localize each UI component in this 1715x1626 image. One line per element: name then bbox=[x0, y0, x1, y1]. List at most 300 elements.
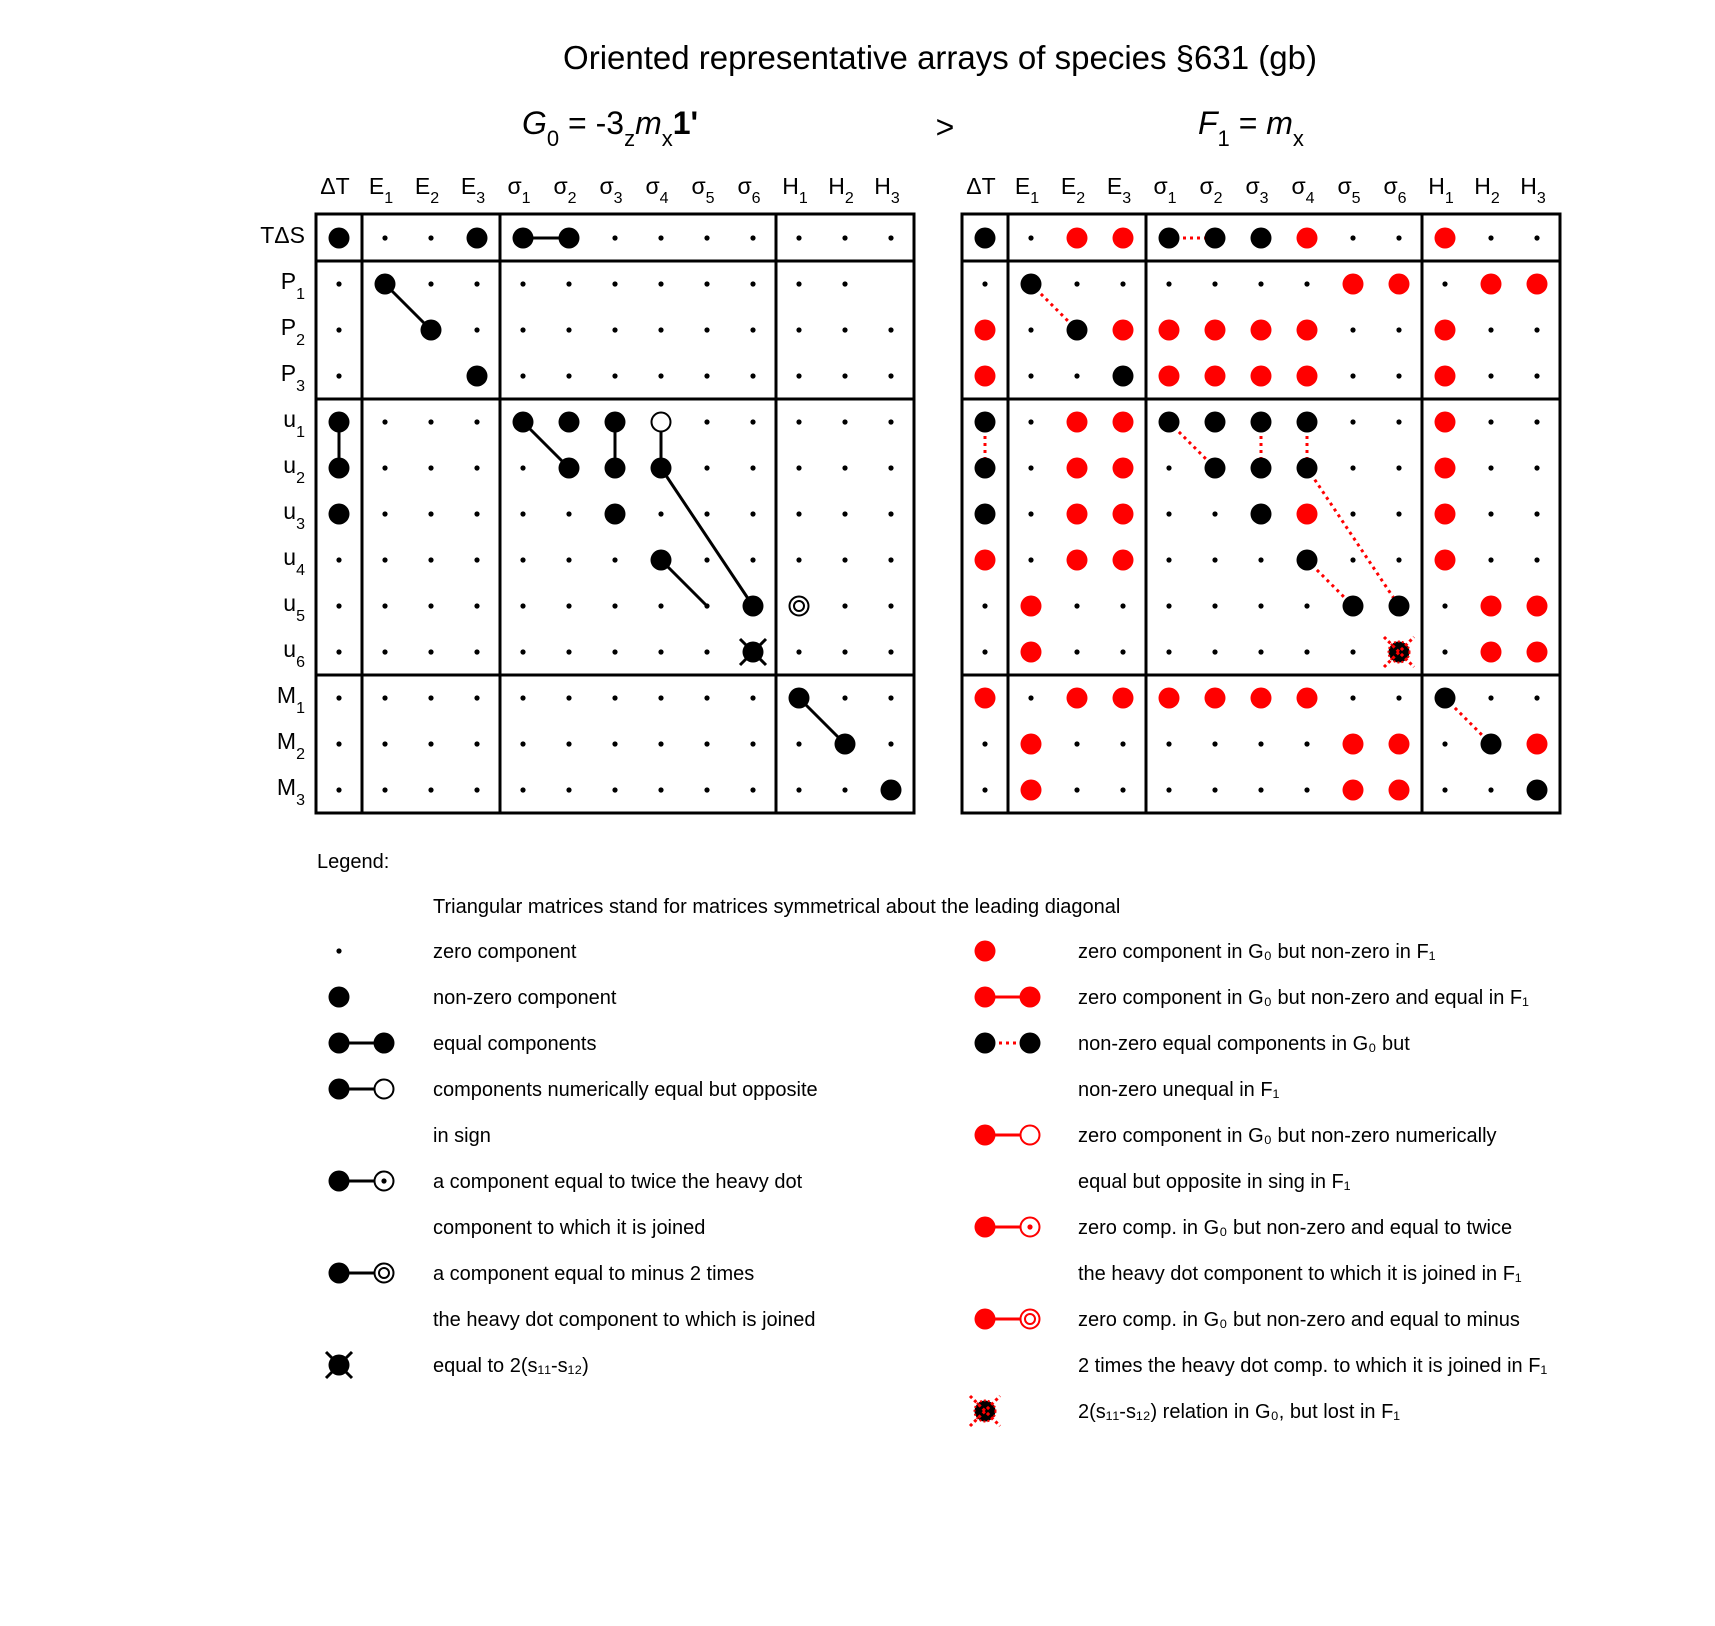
g0-cell-zero bbox=[888, 511, 893, 516]
f1-cell-nonzero bbox=[1205, 458, 1226, 479]
g0-col-header: $H_1$ bbox=[782, 173, 808, 207]
f1-cell-red bbox=[1435, 504, 1456, 525]
f1-cell-zero bbox=[1488, 327, 1493, 332]
f1-cell-zero bbox=[982, 787, 987, 792]
g0-cell-zero bbox=[474, 419, 479, 424]
legend-note: Triangular matrices stand for matrices symmetrical about the leading diagonal bbox=[433, 896, 1121, 918]
g0-cell-zero bbox=[796, 557, 801, 562]
f1-cell-red bbox=[1435, 550, 1456, 571]
g0-cell-zero bbox=[658, 649, 663, 654]
g0-cell-opposite bbox=[652, 413, 671, 432]
g0-cell-zero bbox=[796, 235, 801, 240]
g0-cell-zero bbox=[842, 281, 847, 286]
g0-cell-zero bbox=[888, 327, 893, 332]
f1-col-header: $\sigma_1$ bbox=[1153, 173, 1177, 207]
g0-cell-zero bbox=[842, 695, 847, 700]
g0-cell-nonzero bbox=[513, 412, 534, 433]
legend-symbol-red-minus-two-link bbox=[975, 1309, 1040, 1330]
g0-col-header: $\sigma_6$ bbox=[737, 173, 761, 207]
g0-cell-nonzero bbox=[421, 320, 442, 341]
f1-cell-zero bbox=[1258, 787, 1263, 792]
g0-col-header: $H_3$ bbox=[874, 173, 900, 207]
f1-cell-zero bbox=[1028, 557, 1033, 562]
f1-cell-red bbox=[1113, 320, 1134, 341]
g0-cell-zero bbox=[382, 603, 387, 608]
g0-cell-zero bbox=[888, 235, 893, 240]
g0-cell-zero bbox=[382, 741, 387, 746]
f1-cell-red bbox=[975, 688, 996, 709]
g0-cell-zero bbox=[842, 511, 847, 516]
legend-item-text: 2 times the heavy dot comp. to which it is joined in F₁ bbox=[1078, 1355, 1548, 1377]
g0-cell-zero bbox=[658, 235, 663, 240]
g0-link bbox=[661, 468, 753, 606]
g0-cell-zero bbox=[428, 649, 433, 654]
f1-cell-zero bbox=[1350, 511, 1355, 516]
f1-col-header: $\sigma_5$ bbox=[1337, 173, 1361, 207]
f1-cell-zero bbox=[1396, 557, 1401, 562]
diagram-title: Oriented representative arrays of species §631 (gb) bbox=[563, 39, 1317, 76]
f1-cell-zero bbox=[1396, 327, 1401, 332]
f1-cell-red bbox=[1527, 734, 1548, 755]
g0-cell-zero bbox=[750, 235, 755, 240]
g0-col-header: $\sigma_2$ bbox=[553, 173, 577, 207]
g0-cell-zero bbox=[796, 281, 801, 286]
g0-cell-zero bbox=[658, 695, 663, 700]
g0-cell-zero bbox=[520, 649, 525, 654]
g0-cell-zero bbox=[704, 695, 709, 700]
f1-cell-zero bbox=[1212, 741, 1217, 746]
g0-cell-zero bbox=[336, 603, 341, 608]
f1-cell-zero bbox=[1166, 649, 1171, 654]
legend-symbol-cross-dot bbox=[326, 1352, 352, 1378]
left-matrix-g0 bbox=[260, 173, 914, 813]
f1-cell-red bbox=[1113, 412, 1134, 433]
f1-cell-zero bbox=[1074, 649, 1079, 654]
g0-cell-zero bbox=[888, 649, 893, 654]
f1-cell-red bbox=[1021, 596, 1042, 617]
g0-cell-zero bbox=[474, 327, 479, 332]
legend-item-text: zero comp. in G₀ but non-zero and equal to minus bbox=[1078, 1309, 1520, 1331]
f1-cell-zero bbox=[1534, 373, 1539, 378]
f1-cell-zero bbox=[982, 741, 987, 746]
f1-cell-zero bbox=[1488, 465, 1493, 470]
g0-cell-zero bbox=[336, 557, 341, 562]
g0-cell-zero bbox=[474, 557, 479, 562]
g0-cell-zero bbox=[566, 787, 571, 792]
f1-cell-zero bbox=[1028, 327, 1033, 332]
f1-cell-red bbox=[975, 320, 996, 341]
f1-cell-zero bbox=[1350, 373, 1355, 378]
legend-symbol-twice-link bbox=[329, 1171, 394, 1192]
f1-cell-nonzero bbox=[1159, 412, 1180, 433]
f1-cell-red bbox=[1113, 550, 1134, 571]
f1-cell-zero bbox=[1258, 649, 1263, 654]
f1-cell-zero bbox=[1396, 235, 1401, 240]
f1-cell-red bbox=[1159, 688, 1180, 709]
f1-cell-red bbox=[1205, 366, 1226, 387]
g0-cell-zero bbox=[612, 787, 617, 792]
f1-cell-zero bbox=[1534, 557, 1539, 562]
f1-cell-zero bbox=[1396, 695, 1401, 700]
f1-cell-zero bbox=[1442, 787, 1447, 792]
f1-cell-zero bbox=[1166, 787, 1171, 792]
legend-item-text: the heavy dot component to which it is joined in F₁ bbox=[1078, 1263, 1522, 1285]
g0-cell-zero bbox=[520, 327, 525, 332]
g0-cell-nonzero bbox=[329, 228, 350, 249]
legend-item-text: a component equal to twice the heavy dot bbox=[433, 1171, 803, 1193]
legend-symbol-red-twice-link bbox=[975, 1217, 1040, 1238]
legend-item-text: non-zero component bbox=[433, 987, 617, 1009]
f1-cell-zero bbox=[1488, 695, 1493, 700]
g0-cell-zero bbox=[842, 235, 847, 240]
f1-cell-zero bbox=[1442, 603, 1447, 608]
f1-cell-zero bbox=[1074, 603, 1079, 608]
g0-cell-zero bbox=[612, 649, 617, 654]
group-relation-arrow: > bbox=[935, 109, 955, 145]
g0-cell-zero bbox=[428, 603, 433, 608]
g0-cell-zero bbox=[750, 327, 755, 332]
legend-item-text: components numerically equal but opposite bbox=[433, 1079, 818, 1101]
f1-cell-zero bbox=[1074, 281, 1079, 286]
g0-cell-zero bbox=[382, 557, 387, 562]
g0-cell-zero bbox=[382, 465, 387, 470]
f1-cell-zero bbox=[1166, 741, 1171, 746]
f1-cell-red bbox=[1067, 412, 1088, 433]
row-label: $P_1$ bbox=[280, 268, 305, 303]
g0-cell-zero bbox=[428, 465, 433, 470]
f1-col-header: ΔT bbox=[966, 173, 996, 199]
g0-cell-zero bbox=[842, 787, 847, 792]
g0-cell-zero bbox=[750, 695, 755, 700]
f1-cell-zero bbox=[1488, 235, 1493, 240]
f1-cell-red bbox=[1205, 320, 1226, 341]
f1-cell-nonzero bbox=[1159, 228, 1180, 249]
g0-cell-nonzero bbox=[467, 228, 488, 249]
g0-cell-nonzero bbox=[375, 274, 396, 295]
g0-cell-nonzero bbox=[605, 458, 626, 479]
g0-cell-zero bbox=[704, 373, 709, 378]
legend-item-text: zero comp. in G₀ but non-zero and equal to twice bbox=[1078, 1217, 1513, 1239]
f1-cell-zero bbox=[1534, 327, 1539, 332]
g0-cell-zero bbox=[474, 465, 479, 470]
left-group-label: $G_0 = -3_zm_x1'$ bbox=[522, 105, 699, 151]
f1-cell-zero bbox=[1120, 603, 1125, 608]
legend-item-text: 2(s₁₁-s₁₂) relation in G₀, but lost in F₁ bbox=[1078, 1401, 1401, 1423]
g0-cell-minus-two bbox=[790, 597, 809, 616]
f1-cell-zero bbox=[1120, 741, 1125, 746]
legend-item-text: non-zero equal components in G₀ but bbox=[1078, 1033, 1410, 1055]
g0-cell-zero bbox=[842, 603, 847, 608]
g0-cell-zero bbox=[750, 373, 755, 378]
g0-cell-nonzero bbox=[329, 412, 350, 433]
f1-cell-nonzero bbox=[1527, 780, 1548, 801]
f1-cell-red bbox=[1527, 274, 1548, 295]
g0-cell-nonzero bbox=[605, 504, 626, 525]
legend-item-text: zero component bbox=[433, 941, 577, 963]
row-label: $M_3$ bbox=[276, 774, 305, 809]
legend-symbol-red-opposite-link bbox=[975, 1125, 1040, 1146]
g0-cell-zero bbox=[566, 511, 571, 516]
g0-cell-zero bbox=[842, 419, 847, 424]
g0-cell-nonzero bbox=[605, 412, 626, 433]
f1-cell-red bbox=[1297, 504, 1318, 525]
g0-cell-zero bbox=[796, 649, 801, 654]
g0-cell-zero bbox=[704, 557, 709, 562]
g0-cell-nonzero bbox=[789, 688, 810, 709]
g0-cell-zero bbox=[842, 557, 847, 562]
g0-cell-zero bbox=[428, 741, 433, 746]
legend-item-text: component to which it is joined bbox=[433, 1217, 706, 1239]
g0-col-header: $\sigma_1$ bbox=[507, 173, 531, 207]
f1-col-header: $\sigma_4$ bbox=[1291, 173, 1315, 207]
f1-cell-nonzero bbox=[975, 412, 996, 433]
g0-cell-zero bbox=[888, 557, 893, 562]
f1-cell-zero bbox=[1488, 373, 1493, 378]
legend-heading: Legend: bbox=[317, 851, 390, 873]
g0-cell-zero bbox=[750, 419, 755, 424]
f1-cell-zero bbox=[1028, 235, 1033, 240]
f1-cell-red bbox=[1113, 504, 1134, 525]
f1-cell-zero bbox=[1166, 511, 1171, 516]
legend-symbol-red-dot bbox=[975, 941, 996, 962]
g0-cell-zero bbox=[474, 649, 479, 654]
f1-cell-nonzero bbox=[1297, 550, 1318, 571]
legend-item-text: equal components bbox=[433, 1033, 597, 1055]
g0-cell-zero bbox=[704, 419, 709, 424]
f1-cell-red bbox=[1159, 320, 1180, 341]
f1-cell-zero bbox=[1350, 235, 1355, 240]
f1-cell-red bbox=[1435, 366, 1456, 387]
f1-cell-red bbox=[1113, 458, 1134, 479]
g0-cell-zero bbox=[336, 741, 341, 746]
g0-cell-zero bbox=[658, 603, 663, 608]
g0-cell-zero bbox=[566, 603, 571, 608]
g0-cell-zero bbox=[750, 281, 755, 286]
g0-cell-zero bbox=[612, 327, 617, 332]
g0-cell-zero bbox=[888, 373, 893, 378]
legend-item-text: a component equal to minus 2 times bbox=[433, 1263, 755, 1285]
g0-cell-zero bbox=[750, 465, 755, 470]
f1-cell-zero bbox=[1258, 741, 1263, 746]
right-matrix-f1 bbox=[962, 173, 1560, 813]
row-label: $P_3$ bbox=[280, 360, 305, 395]
g0-cell-zero bbox=[704, 787, 709, 792]
f1-cell-nonzero bbox=[1251, 412, 1272, 433]
f1-cell-zero bbox=[1166, 465, 1171, 470]
f1-cell-zero bbox=[1120, 281, 1125, 286]
f1-cell-red bbox=[1113, 228, 1134, 249]
f1-cell-zero bbox=[1074, 741, 1079, 746]
g0-cell-zero bbox=[796, 511, 801, 516]
g0-cell-zero bbox=[612, 373, 617, 378]
f1-col-header: $E_3$ bbox=[1106, 173, 1132, 207]
f1-col-header: $\sigma_6$ bbox=[1383, 173, 1407, 207]
g0-cell-zero bbox=[428, 557, 433, 562]
g0-cell-zero bbox=[474, 281, 479, 286]
g0-cell-zero bbox=[520, 465, 525, 470]
row-label: $M_1$ bbox=[276, 682, 305, 717]
right-group-label: $F_1 = m_x$ bbox=[1198, 105, 1304, 151]
g0-cell-zero bbox=[520, 603, 525, 608]
g0-cell-zero bbox=[658, 373, 663, 378]
g0-cell-zero bbox=[336, 787, 341, 792]
f1-cell-zero bbox=[1304, 281, 1309, 286]
f1-cell-nonzero bbox=[1205, 228, 1226, 249]
g0-cell-zero bbox=[842, 327, 847, 332]
legend bbox=[317, 851, 1547, 1426]
g0-cell-zero bbox=[336, 327, 341, 332]
f1-cell-zero bbox=[1396, 511, 1401, 516]
legend-item-text: non-zero unequal in F₁ bbox=[1078, 1079, 1280, 1101]
g0-cell-zero bbox=[520, 741, 525, 746]
f1-cell-zero bbox=[1028, 511, 1033, 516]
g0-cell-zero bbox=[750, 511, 755, 516]
legend-item-text: zero component in G₀ but non-zero and equal in F₁ bbox=[1078, 987, 1529, 1009]
g0-cell-nonzero bbox=[329, 458, 350, 479]
g0-cell-nonzero bbox=[835, 734, 856, 755]
f1-cell-zero bbox=[1350, 649, 1355, 654]
g0-col-header: $H_2$ bbox=[828, 173, 854, 207]
g0-cell-zero bbox=[796, 419, 801, 424]
f1-col-header: $E_1$ bbox=[1014, 173, 1040, 207]
f1-cell-zero bbox=[1442, 281, 1447, 286]
f1-cell-zero bbox=[982, 281, 987, 286]
g0-col-header: $E_2$ bbox=[414, 173, 440, 207]
f1-cell-red bbox=[1481, 642, 1502, 663]
f1-cell-zero bbox=[1350, 695, 1355, 700]
g0-cell-zero bbox=[520, 281, 525, 286]
g0-cell-zero bbox=[842, 649, 847, 654]
f1-cell-zero bbox=[1534, 419, 1539, 424]
f1-cell-red bbox=[1067, 688, 1088, 709]
g0-cell-zero bbox=[658, 511, 663, 516]
g0-cell-zero bbox=[428, 511, 433, 516]
f1-cell-zero bbox=[982, 603, 987, 608]
f1-col-header: $E_2$ bbox=[1060, 173, 1086, 207]
f1-cell-zero bbox=[1396, 419, 1401, 424]
legend-symbol-dotted-link bbox=[975, 1033, 1041, 1054]
g0-cell-zero bbox=[566, 557, 571, 562]
legend-symbol-equal-link bbox=[329, 1033, 395, 1054]
f1-cell-nonzero bbox=[975, 228, 996, 249]
f1-cell-nonzero bbox=[1251, 458, 1272, 479]
f1-cell-red bbox=[1435, 228, 1456, 249]
g0-cell-zero bbox=[704, 235, 709, 240]
f1-cell-zero bbox=[1212, 603, 1217, 608]
g0-cell-zero bbox=[750, 557, 755, 562]
f1-cell-zero bbox=[1442, 649, 1447, 654]
f1-cell-zero bbox=[1258, 603, 1263, 608]
f1-cell-red bbox=[1297, 688, 1318, 709]
g0-col-header: $\sigma_4$ bbox=[645, 173, 669, 207]
f1-cell-zero bbox=[1028, 695, 1033, 700]
f1-cell-nonzero bbox=[1435, 688, 1456, 709]
f1-cell-zero bbox=[1212, 511, 1217, 516]
f1-cell-zero bbox=[1534, 511, 1539, 516]
f1-link bbox=[1307, 468, 1399, 606]
legend-item-text: in sign bbox=[433, 1125, 491, 1147]
g0-cell-zero bbox=[704, 511, 709, 516]
f1-cell-zero bbox=[1212, 557, 1217, 562]
f1-cell-red bbox=[1113, 688, 1134, 709]
g0-cell-zero bbox=[796, 373, 801, 378]
g0-cell-nonzero bbox=[651, 550, 672, 571]
f1-cell-zero bbox=[1534, 465, 1539, 470]
legend-symbol-zero-dot bbox=[336, 948, 341, 953]
f1-cell-red bbox=[1343, 274, 1364, 295]
f1-cell-nonzero bbox=[1343, 596, 1364, 617]
f1-cell-zero bbox=[1350, 419, 1355, 424]
f1-col-header: $\sigma_2$ bbox=[1199, 173, 1223, 207]
f1-cell-zero bbox=[1304, 649, 1309, 654]
g0-cell-zero bbox=[428, 281, 433, 286]
f1-cell-red bbox=[1389, 780, 1410, 801]
f1-cell-red bbox=[1067, 550, 1088, 571]
f1-cell-red bbox=[1251, 366, 1272, 387]
f1-cell-zero bbox=[1442, 741, 1447, 746]
g0-cell-zero bbox=[474, 603, 479, 608]
legend-item-text: zero component in G₀ but non-zero numerically bbox=[1078, 1125, 1497, 1147]
g0-cell-zero bbox=[888, 741, 893, 746]
f1-cell-nonzero bbox=[1251, 504, 1272, 525]
g0-cell-zero bbox=[704, 603, 709, 608]
f1-cell-zero bbox=[1212, 281, 1217, 286]
f1-cell-zero bbox=[1074, 787, 1079, 792]
g0-col-header: $\sigma_3$ bbox=[599, 173, 623, 207]
g0-cell-zero bbox=[704, 741, 709, 746]
g0-cell-zero bbox=[612, 281, 617, 286]
f1-cell-zero bbox=[1258, 281, 1263, 286]
f1-col-header: $\sigma_3$ bbox=[1245, 173, 1269, 207]
g0-cell-zero bbox=[566, 327, 571, 332]
f1-cell-red bbox=[1067, 228, 1088, 249]
f1-cell-zero bbox=[1120, 649, 1125, 654]
g0-col-header: $E_1$ bbox=[368, 173, 394, 207]
f1-cell-zero bbox=[1350, 557, 1355, 562]
f1-col-header: $H_3$ bbox=[1520, 173, 1546, 207]
f1-cell-red bbox=[1481, 274, 1502, 295]
g0-cell-zero bbox=[428, 787, 433, 792]
g0-cell-zero bbox=[566, 281, 571, 286]
f1-cell-nonzero bbox=[1389, 596, 1410, 617]
legend-symbol-lost-cross-dot bbox=[970, 1396, 1000, 1426]
g0-cell-zero bbox=[520, 787, 525, 792]
f1-cell-red bbox=[1527, 642, 1548, 663]
row-label: $u_4$ bbox=[283, 544, 305, 579]
f1-cell-red bbox=[1343, 780, 1364, 801]
g0-cell-zero bbox=[796, 741, 801, 746]
g0-cell-zero bbox=[566, 649, 571, 654]
f1-cell-zero bbox=[1396, 465, 1401, 470]
g0-cell-zero bbox=[658, 787, 663, 792]
f1-cell-zero bbox=[1166, 281, 1171, 286]
f1-cell-zero bbox=[1396, 373, 1401, 378]
g0-cell-nonzero bbox=[467, 366, 488, 387]
g0-cell-zero bbox=[336, 281, 341, 286]
legend-item-text: zero component in G₀ but non-zero in F₁ bbox=[1078, 941, 1436, 963]
f1-col-header: $H_1$ bbox=[1428, 173, 1454, 207]
g0-cell-nonzero bbox=[743, 596, 764, 617]
g0-cell-zero bbox=[428, 695, 433, 700]
f1-cell-red bbox=[1205, 688, 1226, 709]
g0-cell-zero bbox=[612, 741, 617, 746]
g0-cell-nonzero bbox=[513, 228, 534, 249]
g0-cell-zero bbox=[704, 327, 709, 332]
g0-cell-zero bbox=[704, 649, 709, 654]
f1-cell-red bbox=[1297, 366, 1318, 387]
g0-cell-zero bbox=[796, 787, 801, 792]
g0-cell-zero bbox=[474, 511, 479, 516]
